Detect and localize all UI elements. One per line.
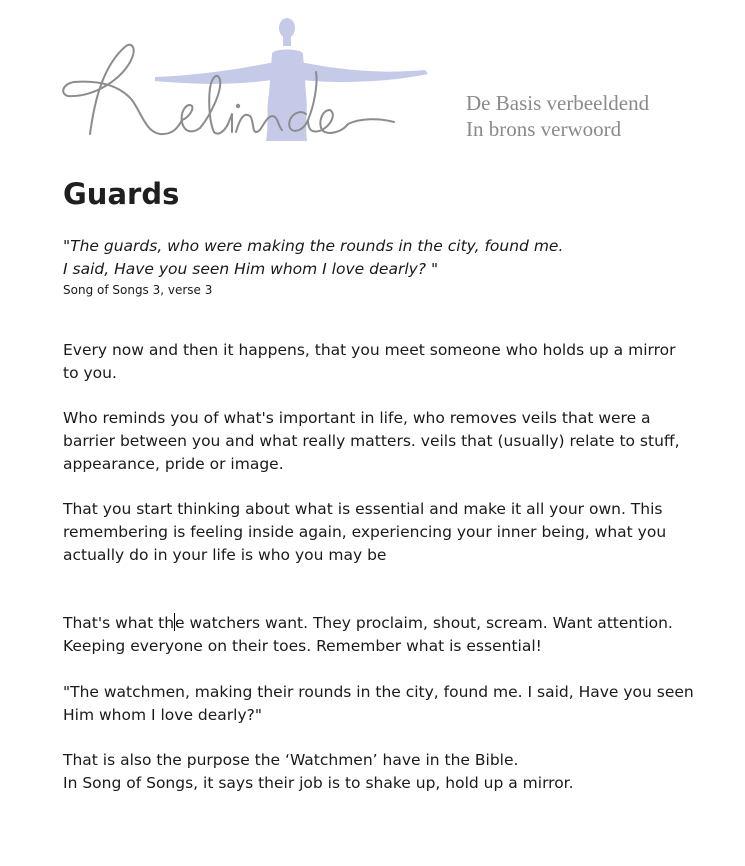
quote-source: Song of Songs 3, verse 3 — [63, 283, 213, 297]
paragraph-line: barrier between you and what really matters. veils that (usually) relate to stuff, — [63, 432, 680, 450]
paragraph-line: "The watchmen, making their rounds in the city, found me. I said, Have you seen — [63, 683, 694, 701]
paragraph-2 — [63, 407, 683, 476]
tagline — [466, 90, 649, 142]
tagline-line-2: In brons verwoord — [466, 117, 622, 141]
paragraph-3 — [63, 498, 683, 567]
paragraph-line[interactable] — [63, 612, 683, 635]
epigraph-quote — [63, 235, 563, 280]
relinde-logo — [60, 14, 435, 144]
text-before-caret: That's what th — [63, 614, 175, 632]
paragraph-line: In Song of Songs, it says their job is to shake up, hold up a mirror. — [63, 774, 574, 792]
quote-line-1: "The guards, who were making the rounds in the city, found me. — [63, 237, 564, 255]
paragraph-5 — [63, 681, 694, 727]
page-title: Guards — [63, 177, 180, 211]
paragraph-1 — [63, 339, 683, 385]
paragraph-4[interactable] — [63, 612, 683, 658]
paragraph-line: Every now and then it happens, that you meet someone who holds up a mirror — [63, 341, 676, 359]
paragraph-line: remembering is feeling inside again, experiencing your inner being, what you — [63, 523, 667, 541]
paragraph-line: actually do in your life is who you may be — [63, 546, 387, 564]
tagline-line-1: De Basis verbeeldend — [466, 91, 650, 115]
quote-line-2: I said, Have you seen Him whom I love dearly? " — [63, 259, 439, 278]
text-after-caret: e watchers want. They proclaim, shout, scream. Want attention. — [175, 614, 673, 632]
paragraph-line: That is also the purpose the ‘Watchmen’ have in the Bible. — [63, 751, 519, 769]
paragraph-line: to you. — [63, 364, 117, 382]
figure-icon — [60, 14, 435, 144]
paragraph-6 — [63, 749, 683, 795]
paragraph-line: Keeping everyone on their toes. Remember what is essential! — [63, 637, 542, 655]
paragraph-line: Who reminds you of what's important in life, who removes veils that were a — [63, 409, 651, 427]
paragraph-line: Him whom I love dearly?" — [63, 706, 263, 724]
paragraph-line: That you start thinking about what is essential and make it all your own. This — [63, 500, 663, 518]
paragraph-line: appearance, pride or image. — [63, 455, 284, 473]
